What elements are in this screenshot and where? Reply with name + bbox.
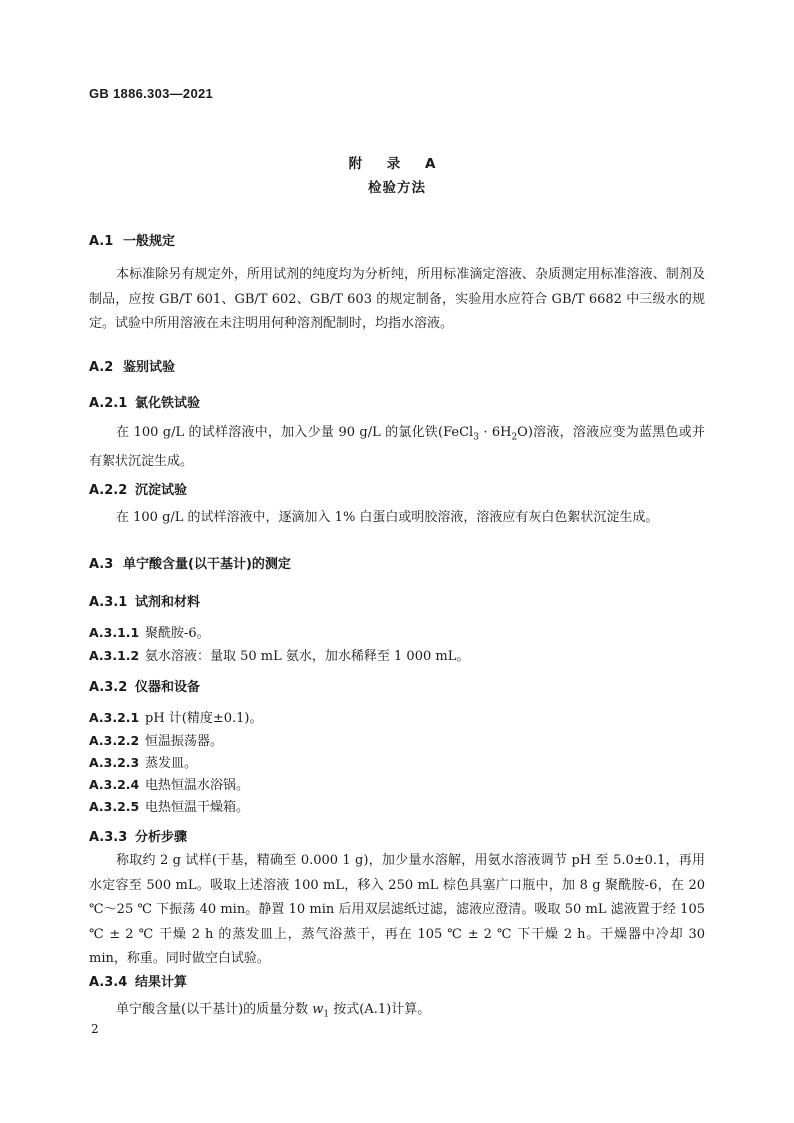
- paragraph-a3-3: 称取约 2 g 试样(干基，精确至 0.000 1 g)，加少量水溶解，用氨水溶液调节 pH 至 5.0±0.1，再用水定容至 500 mL。吸取上述溶液 100 mL，移入 250 mL 棕色具塞广口瓶中，加 8 g 聚酰胺-6，在 20 ℃～25 ℃ 下振荡 40 min。静置 10 min 后用双层滤纸过滤，滤液应澄清。吸取 50 mL 滤液置于经 105 ℃ ± 2 ℃ 干燥 2 h 的蒸发皿上，蒸气浴蒸干，再在 105 ℃ ± 2 ℃ 下干燥 2 h。干燥器中冷却 30 min，称重。同时做空白试验。: [89, 853, 705, 966]
- list-item: [89, 707, 263, 726]
- paragraph-a2-2: 在 100 g/L 的试样溶液中，逐滴加入 1% 白蛋白或明胶溶液，溶液应有灰白色絮状沉淀生成。: [116, 510, 659, 525]
- item-text: 电热恒温水浴锅。: [145, 778, 250, 793]
- item-text: 恒温振荡器。: [145, 734, 224, 749]
- heading-a3-3: [89, 826, 187, 845]
- heading-number: A.3.2: [89, 680, 128, 695]
- heading-a3-1: [89, 591, 200, 610]
- heading-title: 氯化铁试验: [135, 396, 201, 411]
- heading-a1: [89, 230, 175, 249]
- list-item: [89, 796, 249, 815]
- item-number: A.3.2.4: [89, 777, 140, 792]
- list-item: [89, 752, 197, 771]
- heading-title: 结果计算: [135, 975, 188, 990]
- heading-title: 试剂和材料: [135, 595, 201, 610]
- text-segment: 在 100 g/L 的试样溶液中，加入少量 90 g/L 的氯化铁(FeCl: [116, 425, 474, 440]
- heading-number: A.3.4: [89, 975, 128, 990]
- list-item: [89, 645, 469, 664]
- paragraph-a3-4: [89, 998, 705, 1027]
- heading-a3: [89, 553, 291, 572]
- heading-title: 单宁酸含量(以干基计)的测定: [123, 557, 291, 572]
- heading-title: 仪器和设备: [135, 680, 201, 695]
- item-number: A.3.2.2: [89, 733, 140, 748]
- item-number: A.3.1.2: [89, 648, 140, 663]
- list-item: [89, 730, 223, 749]
- annex-subtitle: 检验方法: [368, 180, 426, 196]
- item-text: pH 计(精度±0.1)。: [145, 711, 263, 726]
- annex-title: 附 录 A: [348, 156, 446, 172]
- paragraph-a2-1: [89, 421, 705, 475]
- heading-number: A.3.1: [89, 595, 128, 610]
- heading-a3-4: [89, 971, 187, 990]
- heading-number: A.3.3: [89, 830, 128, 845]
- item-number: A.3.2.3: [89, 755, 140, 770]
- heading-title: 分析步骤: [135, 830, 188, 845]
- text-segment: · 6H: [478, 425, 512, 440]
- item-text: 蒸发皿。: [145, 756, 198, 771]
- heading-title: 鉴别试验: [123, 360, 176, 375]
- list-item: [89, 774, 249, 793]
- item-number: A.3.2.1: [89, 710, 140, 725]
- list-item: [89, 622, 210, 641]
- variable: w: [312, 1002, 324, 1017]
- page-number: 2: [91, 1022, 99, 1036]
- heading-a2: [89, 356, 175, 375]
- heading-title: 一般规定: [123, 234, 176, 249]
- item-text: 电热恒温干燥箱。: [145, 800, 250, 815]
- standard-code: GB 1886.303—2021: [89, 86, 214, 101]
- text-segment: O)溶液，溶液应变为蓝黑色或并有絮状沉淀生成。: [89, 425, 705, 470]
- heading-number: A.3: [89, 557, 114, 572]
- heading-a2-1: [89, 392, 200, 411]
- heading-number: A.2: [89, 360, 114, 375]
- heading-a3-2: [89, 676, 200, 695]
- heading-a2-2: [89, 479, 187, 498]
- text-segment: 单宁酸含量(以干基计)的质量分数: [116, 1002, 313, 1017]
- text-segment: 按式(A.1)计算。: [329, 1002, 431, 1017]
- heading-number: A.1: [89, 234, 114, 249]
- heading-number: A.2.1: [89, 396, 128, 411]
- item-text: 氨水溶液：量取 50 mL 氨水，加水稀释至 1 000 mL。: [145, 649, 470, 664]
- item-number: A.3.2.5: [89, 799, 140, 814]
- heading-title: 沉淀试验: [135, 483, 188, 498]
- item-text: 聚酰胺-6。: [145, 626, 210, 641]
- paragraph-a1: 本标准除另有规定外，所用试剂的纯度均为分析纯，所用标准滴定溶液、杂质测定用标准溶液、制剂及制品，应按 GB/T 601、GB/T 602、GB/T 603 的规定制备，实验用水应符合 GB/T 6682 中三级水的规定。试验中所用溶液在未注明用何种溶剂配制时，均指水溶液。: [89, 267, 705, 331]
- subscript: 2: [511, 432, 518, 443]
- subscript: 3: [473, 432, 479, 443]
- heading-number: A.2.2: [89, 483, 128, 498]
- item-number: A.3.1.1: [89, 625, 140, 640]
- subscript: 1: [323, 1009, 330, 1020]
